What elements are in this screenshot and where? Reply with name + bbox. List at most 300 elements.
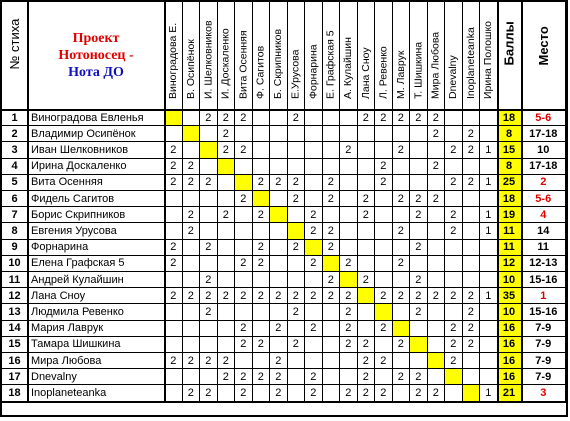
voter-name: Е. Графская 5 (324, 30, 337, 99)
vote-cell (428, 240, 446, 256)
vote-cell (445, 385, 463, 401)
vote-cell (165, 385, 183, 401)
vote-cell: 2 (218, 207, 236, 223)
vote-cell: 2 (410, 385, 428, 401)
vote-cell (200, 159, 218, 175)
column-header-voter (428, 2, 446, 110)
vote-cell: 2 (288, 191, 306, 207)
row-number: 18 (2, 385, 28, 401)
vote-cell: 2 (445, 321, 463, 337)
vote-cell (358, 256, 376, 272)
voter-name: Вита Осенняя (237, 30, 250, 99)
vote-cell (463, 256, 481, 272)
vote-cell (270, 223, 288, 239)
vote-cell (428, 321, 446, 337)
author-name: Виноградова Евленья (28, 110, 165, 126)
place-cell: 15-16 (522, 304, 567, 320)
vote-cell (270, 256, 288, 272)
score-cell: 16 (498, 337, 522, 353)
vote-cell (340, 369, 358, 385)
vote-cell: 2 (235, 142, 253, 158)
place-cell: 5-6 (522, 110, 567, 126)
voter-name: Мира Любова (429, 31, 442, 99)
vote-cell: 2 (410, 191, 428, 207)
vote-cell (340, 240, 358, 256)
author-name: Людмила Ревенко (28, 304, 165, 320)
vote-cell (305, 175, 323, 191)
vote-cell: 2 (410, 207, 428, 223)
vote-cell (375, 207, 393, 223)
vote-cell: 2 (445, 223, 463, 239)
vote-cell: 2 (218, 353, 236, 369)
vote-cell (323, 369, 341, 385)
vote-cell: 2 (270, 288, 288, 304)
vote-cell (288, 207, 306, 223)
vote-cell (323, 353, 341, 369)
vote-cell: 2 (235, 288, 253, 304)
place-cell: 17-18 (522, 159, 567, 175)
column-header-voter (235, 2, 253, 110)
vote-cell: 2 (165, 159, 183, 175)
row-number: 11 (2, 272, 28, 288)
vote-cell (375, 240, 393, 256)
divider (164, 0, 166, 402)
vote-cell (183, 142, 201, 158)
vote-cell (358, 321, 376, 337)
vote-cell: 2 (270, 321, 288, 337)
vote-cell (218, 304, 236, 320)
vote-cell: 2 (200, 288, 218, 304)
place-cell: 7-9 (522, 321, 567, 337)
self-vote-cell (410, 337, 428, 353)
column-header-score (498, 2, 522, 110)
self-vote-cell (165, 110, 183, 126)
vote-cell: 2 (463, 288, 481, 304)
vote-cell (183, 321, 201, 337)
vote-cell: 2 (253, 175, 271, 191)
vote-cell: 2 (200, 175, 218, 191)
vote-cell: 2 (165, 288, 183, 304)
author-name: Тамара Шишкина (28, 337, 165, 353)
vote-cell: 2 (253, 288, 271, 304)
place-header-label: Место (535, 26, 551, 66)
voter-name: Е.Урусова (289, 49, 302, 99)
vote-cell (445, 272, 463, 288)
divider (497, 0, 499, 402)
vote-cell (375, 337, 393, 353)
column-header-voter (288, 2, 306, 110)
vote-cell (165, 321, 183, 337)
vote-cell: 1 (480, 142, 498, 158)
vote-cell (340, 110, 358, 126)
vote-cell (253, 159, 271, 175)
vote-cell (445, 110, 463, 126)
vote-cell: 2 (305, 256, 323, 272)
vote-cell (463, 369, 481, 385)
vote-cell: 2 (200, 110, 218, 126)
vote-cell: 2 (183, 223, 201, 239)
divider (0, 109, 568, 111)
vote-cell (183, 110, 201, 126)
vote-cell: 1 (480, 175, 498, 191)
vote-cell (165, 207, 183, 223)
vote-cell: 2 (375, 110, 393, 126)
vote-cell (305, 272, 323, 288)
vote-cell: 2 (235, 191, 253, 207)
voter-name: Ирина Полошко (482, 20, 495, 99)
vote-cell (200, 126, 218, 142)
row-number: 3 (2, 142, 28, 158)
row-number: 2 (2, 126, 28, 142)
vote-cell (218, 256, 236, 272)
author-name: Борис Скрипников (28, 207, 165, 223)
vote-cell: 2 (410, 240, 428, 256)
vote-cell (428, 256, 446, 272)
vote-cell (270, 272, 288, 288)
title-line-1: Проект (72, 31, 120, 46)
vote-cell: 2 (288, 304, 306, 320)
vote-cell: 1 (480, 288, 498, 304)
column-header-voter (358, 2, 376, 110)
vote-cell (323, 159, 341, 175)
column-header-voter (270, 2, 288, 110)
vote-cell (200, 223, 218, 239)
self-vote-cell (288, 223, 306, 239)
vote-cell: 2 (393, 256, 411, 272)
vote-cell (253, 110, 271, 126)
place-cell: 14 (522, 223, 567, 239)
vote-cell (410, 175, 428, 191)
vote-cell (480, 321, 498, 337)
vote-cell (323, 110, 341, 126)
vote-cell (410, 159, 428, 175)
vote-cell: 2 (305, 385, 323, 401)
vote-cell (200, 191, 218, 207)
vote-cell (410, 353, 428, 369)
vote-cell (393, 175, 411, 191)
row-number: 9 (2, 240, 28, 256)
vote-cell: 2 (218, 369, 236, 385)
vote-cell: 2 (323, 223, 341, 239)
vote-cell (253, 304, 271, 320)
author-name: Вита Осенняя (28, 175, 165, 191)
vote-cell (480, 369, 498, 385)
vote-cell: 2 (393, 337, 411, 353)
vote-cell (235, 353, 253, 369)
author-name: Лана Сноу (28, 288, 165, 304)
column-header-place (522, 2, 567, 110)
vote-cell: 2 (428, 191, 446, 207)
vote-cell: 2 (375, 288, 393, 304)
title-line-3: Нота ДО (68, 65, 124, 80)
row-number: 6 (2, 191, 28, 207)
vote-cell (288, 272, 306, 288)
vote-cell: 2 (253, 369, 271, 385)
vote-cell: 2 (410, 110, 428, 126)
vote-cell (200, 337, 218, 353)
vote-cell (218, 223, 236, 239)
vote-cell: 2 (340, 256, 358, 272)
vote-cell: 2 (218, 142, 236, 158)
vote-cell (375, 369, 393, 385)
vote-cell: 2 (445, 207, 463, 223)
author-name: Форнарина (28, 240, 165, 256)
vote-cell (218, 321, 236, 337)
vote-cell (358, 159, 376, 175)
voter-name: Ф. Сагитов (254, 45, 267, 99)
place-cell: 7-9 (522, 337, 567, 353)
self-vote-cell (428, 353, 446, 369)
column-header-voter (375, 2, 393, 110)
self-vote-cell (358, 288, 376, 304)
vote-cell: 2 (358, 353, 376, 369)
vote-cell: 2 (305, 369, 323, 385)
self-vote-cell (445, 369, 463, 385)
vote-cell (410, 126, 428, 142)
vote-cell (183, 369, 201, 385)
vote-cell: 2 (340, 288, 358, 304)
divider (27, 0, 29, 402)
vote-cell: 2 (463, 321, 481, 337)
vote-cell (305, 353, 323, 369)
vote-cell: 2 (165, 142, 183, 158)
vote-cell (218, 272, 236, 288)
vote-cell: 2 (253, 337, 271, 353)
row-number: 1 (2, 110, 28, 126)
vote-cell: 2 (393, 110, 411, 126)
vote-cell: 2 (200, 272, 218, 288)
vote-cell: 2 (253, 240, 271, 256)
title-line-2: Нотоносец - (58, 48, 134, 63)
vote-cell: 2 (165, 256, 183, 272)
vote-cell (445, 304, 463, 320)
score-cell: 16 (498, 369, 522, 385)
vote-cell (218, 240, 236, 256)
vote-cell: 2 (340, 304, 358, 320)
column-header-voter (165, 2, 183, 110)
vote-cell: 2 (288, 110, 306, 126)
column-header-voter (340, 2, 358, 110)
vote-cell (253, 126, 271, 142)
vote-cell (463, 159, 481, 175)
vote-cell (270, 142, 288, 158)
vote-cell: 2 (165, 175, 183, 191)
row-number: 7 (2, 207, 28, 223)
vote-cell (480, 353, 498, 369)
vote-cell: 2 (200, 353, 218, 369)
vote-cell: 2 (445, 353, 463, 369)
vote-cell (445, 240, 463, 256)
vote-cell (358, 240, 376, 256)
vote-cell (375, 142, 393, 158)
place-cell: 4 (522, 207, 567, 223)
vote-cell (305, 126, 323, 142)
place-cell: 17-18 (522, 126, 567, 142)
vote-cell: 2 (340, 321, 358, 337)
vote-cell (183, 240, 201, 256)
vote-cell (253, 385, 271, 401)
score-cell: 10 (498, 304, 522, 320)
vote-cell (393, 240, 411, 256)
voter-name: И. Доскаленко (219, 28, 232, 99)
vote-cell: 2 (428, 126, 446, 142)
row-number: 5 (2, 175, 28, 191)
score-cell: 8 (498, 159, 522, 175)
vote-cell: 2 (305, 321, 323, 337)
self-vote-cell (323, 256, 341, 272)
vote-cell (305, 304, 323, 320)
vote-cell (288, 159, 306, 175)
vote-cell: 2 (323, 288, 341, 304)
vote-cell (253, 321, 271, 337)
place-cell: 15-16 (522, 272, 567, 288)
voter-name: М. Лаврук (394, 50, 407, 99)
vote-cell (323, 385, 341, 401)
vote-cell: 2 (288, 337, 306, 353)
vote-cell: 2 (323, 175, 341, 191)
vote-cell (375, 223, 393, 239)
place-cell: 1 (522, 288, 567, 304)
score-cell: 11 (498, 240, 522, 256)
vote-cell (323, 142, 341, 158)
vote-cell: 2 (393, 369, 411, 385)
vote-cell (375, 191, 393, 207)
vote-cell (480, 240, 498, 256)
vote-cell (235, 126, 253, 142)
vote-cell (235, 272, 253, 288)
vote-cell: 2 (253, 207, 271, 223)
vote-cell: 2 (288, 288, 306, 304)
column-header-voter (183, 2, 201, 110)
vote-cell: 2 (270, 353, 288, 369)
vote-cell: 2 (183, 353, 201, 369)
score-cell: 10 (498, 272, 522, 288)
vote-cell: 2 (358, 110, 376, 126)
vote-cell: 2 (358, 272, 376, 288)
vote-cell (270, 240, 288, 256)
vote-cell: 2 (218, 288, 236, 304)
vote-cell: 2 (200, 240, 218, 256)
self-vote-cell (305, 240, 323, 256)
self-vote-cell (393, 321, 411, 337)
vote-cell: 2 (358, 337, 376, 353)
vote-cell (200, 207, 218, 223)
vote-cell (428, 337, 446, 353)
vote-cell (393, 272, 411, 288)
row-number: 15 (2, 337, 28, 353)
vote-cell: 2 (183, 207, 201, 223)
vote-cell (165, 223, 183, 239)
vote-cell (323, 304, 341, 320)
self-vote-cell (270, 207, 288, 223)
vote-cell: 2 (200, 385, 218, 401)
vote-cell: 2 (340, 142, 358, 158)
score-cell: 18 (498, 110, 522, 126)
author-name: Dnevalny (28, 369, 165, 385)
vote-cell (393, 353, 411, 369)
row-number: 4 (2, 159, 28, 175)
vote-cell (200, 321, 218, 337)
vote-cell: 1 (480, 223, 498, 239)
score-cell: 25 (498, 175, 522, 191)
vote-cell (165, 369, 183, 385)
vote-cell (428, 207, 446, 223)
place-cell: 7-9 (522, 353, 567, 369)
vote-cell: 2 (305, 207, 323, 223)
vote-cell (270, 337, 288, 353)
vote-cell: 2 (270, 385, 288, 401)
vote-cell: 2 (183, 159, 201, 175)
vote-cell: 2 (183, 288, 201, 304)
row-number: 16 (2, 353, 28, 369)
vote-cell (445, 191, 463, 207)
vote-cell: 2 (393, 191, 411, 207)
vote-cell: 1 (480, 385, 498, 401)
self-vote-cell (218, 159, 236, 175)
vote-cell: 2 (463, 304, 481, 320)
vote-cell: 2 (410, 304, 428, 320)
vote-cell: 2 (288, 175, 306, 191)
self-vote-cell (235, 175, 253, 191)
vote-cell: 2 (358, 191, 376, 207)
author-name: Евгения Урусова (28, 223, 165, 239)
vote-cell (270, 191, 288, 207)
row-number: 12 (2, 288, 28, 304)
vote-cell (288, 126, 306, 142)
vote-cell (270, 126, 288, 142)
vote-cell (235, 240, 253, 256)
vote-cell (340, 207, 358, 223)
vote-cell (218, 337, 236, 353)
vote-cell (323, 321, 341, 337)
place-cell: 10 (522, 142, 567, 158)
vote-cell (270, 159, 288, 175)
vote-cell (393, 126, 411, 142)
voter-name: Т. Шишкина (412, 41, 425, 99)
score-cell: 8 (498, 126, 522, 142)
vote-cell (358, 126, 376, 142)
vote-cell (253, 142, 271, 158)
vote-cell (235, 207, 253, 223)
vote-cell (410, 256, 428, 272)
vote-cell (358, 304, 376, 320)
self-vote-cell (375, 304, 393, 320)
vote-cell: 2 (165, 353, 183, 369)
vote-cell: 2 (358, 207, 376, 223)
vote-cell: 2 (235, 110, 253, 126)
vote-cell (358, 223, 376, 239)
vote-cell (445, 126, 463, 142)
column-header-voter (218, 2, 236, 110)
author-name: Inoplaneteanka (28, 385, 165, 401)
vote-cell: 2 (428, 110, 446, 126)
vote-cell: 2 (305, 223, 323, 239)
voter-name: Б. Скрипников (272, 28, 285, 99)
place-cell: 11 (522, 240, 567, 256)
score-cell: 19 (498, 207, 522, 223)
score-cell: 15 (498, 142, 522, 158)
vote-cell: 2 (428, 159, 446, 175)
vote-cell: 2 (323, 240, 341, 256)
vote-cell (253, 223, 271, 239)
vote-cell (340, 126, 358, 142)
vote-cell (235, 223, 253, 239)
author-name: Мира Любова (28, 353, 165, 369)
vote-cell (340, 191, 358, 207)
vote-cell (288, 353, 306, 369)
vote-cell (358, 142, 376, 158)
vote-cell: 2 (183, 175, 201, 191)
